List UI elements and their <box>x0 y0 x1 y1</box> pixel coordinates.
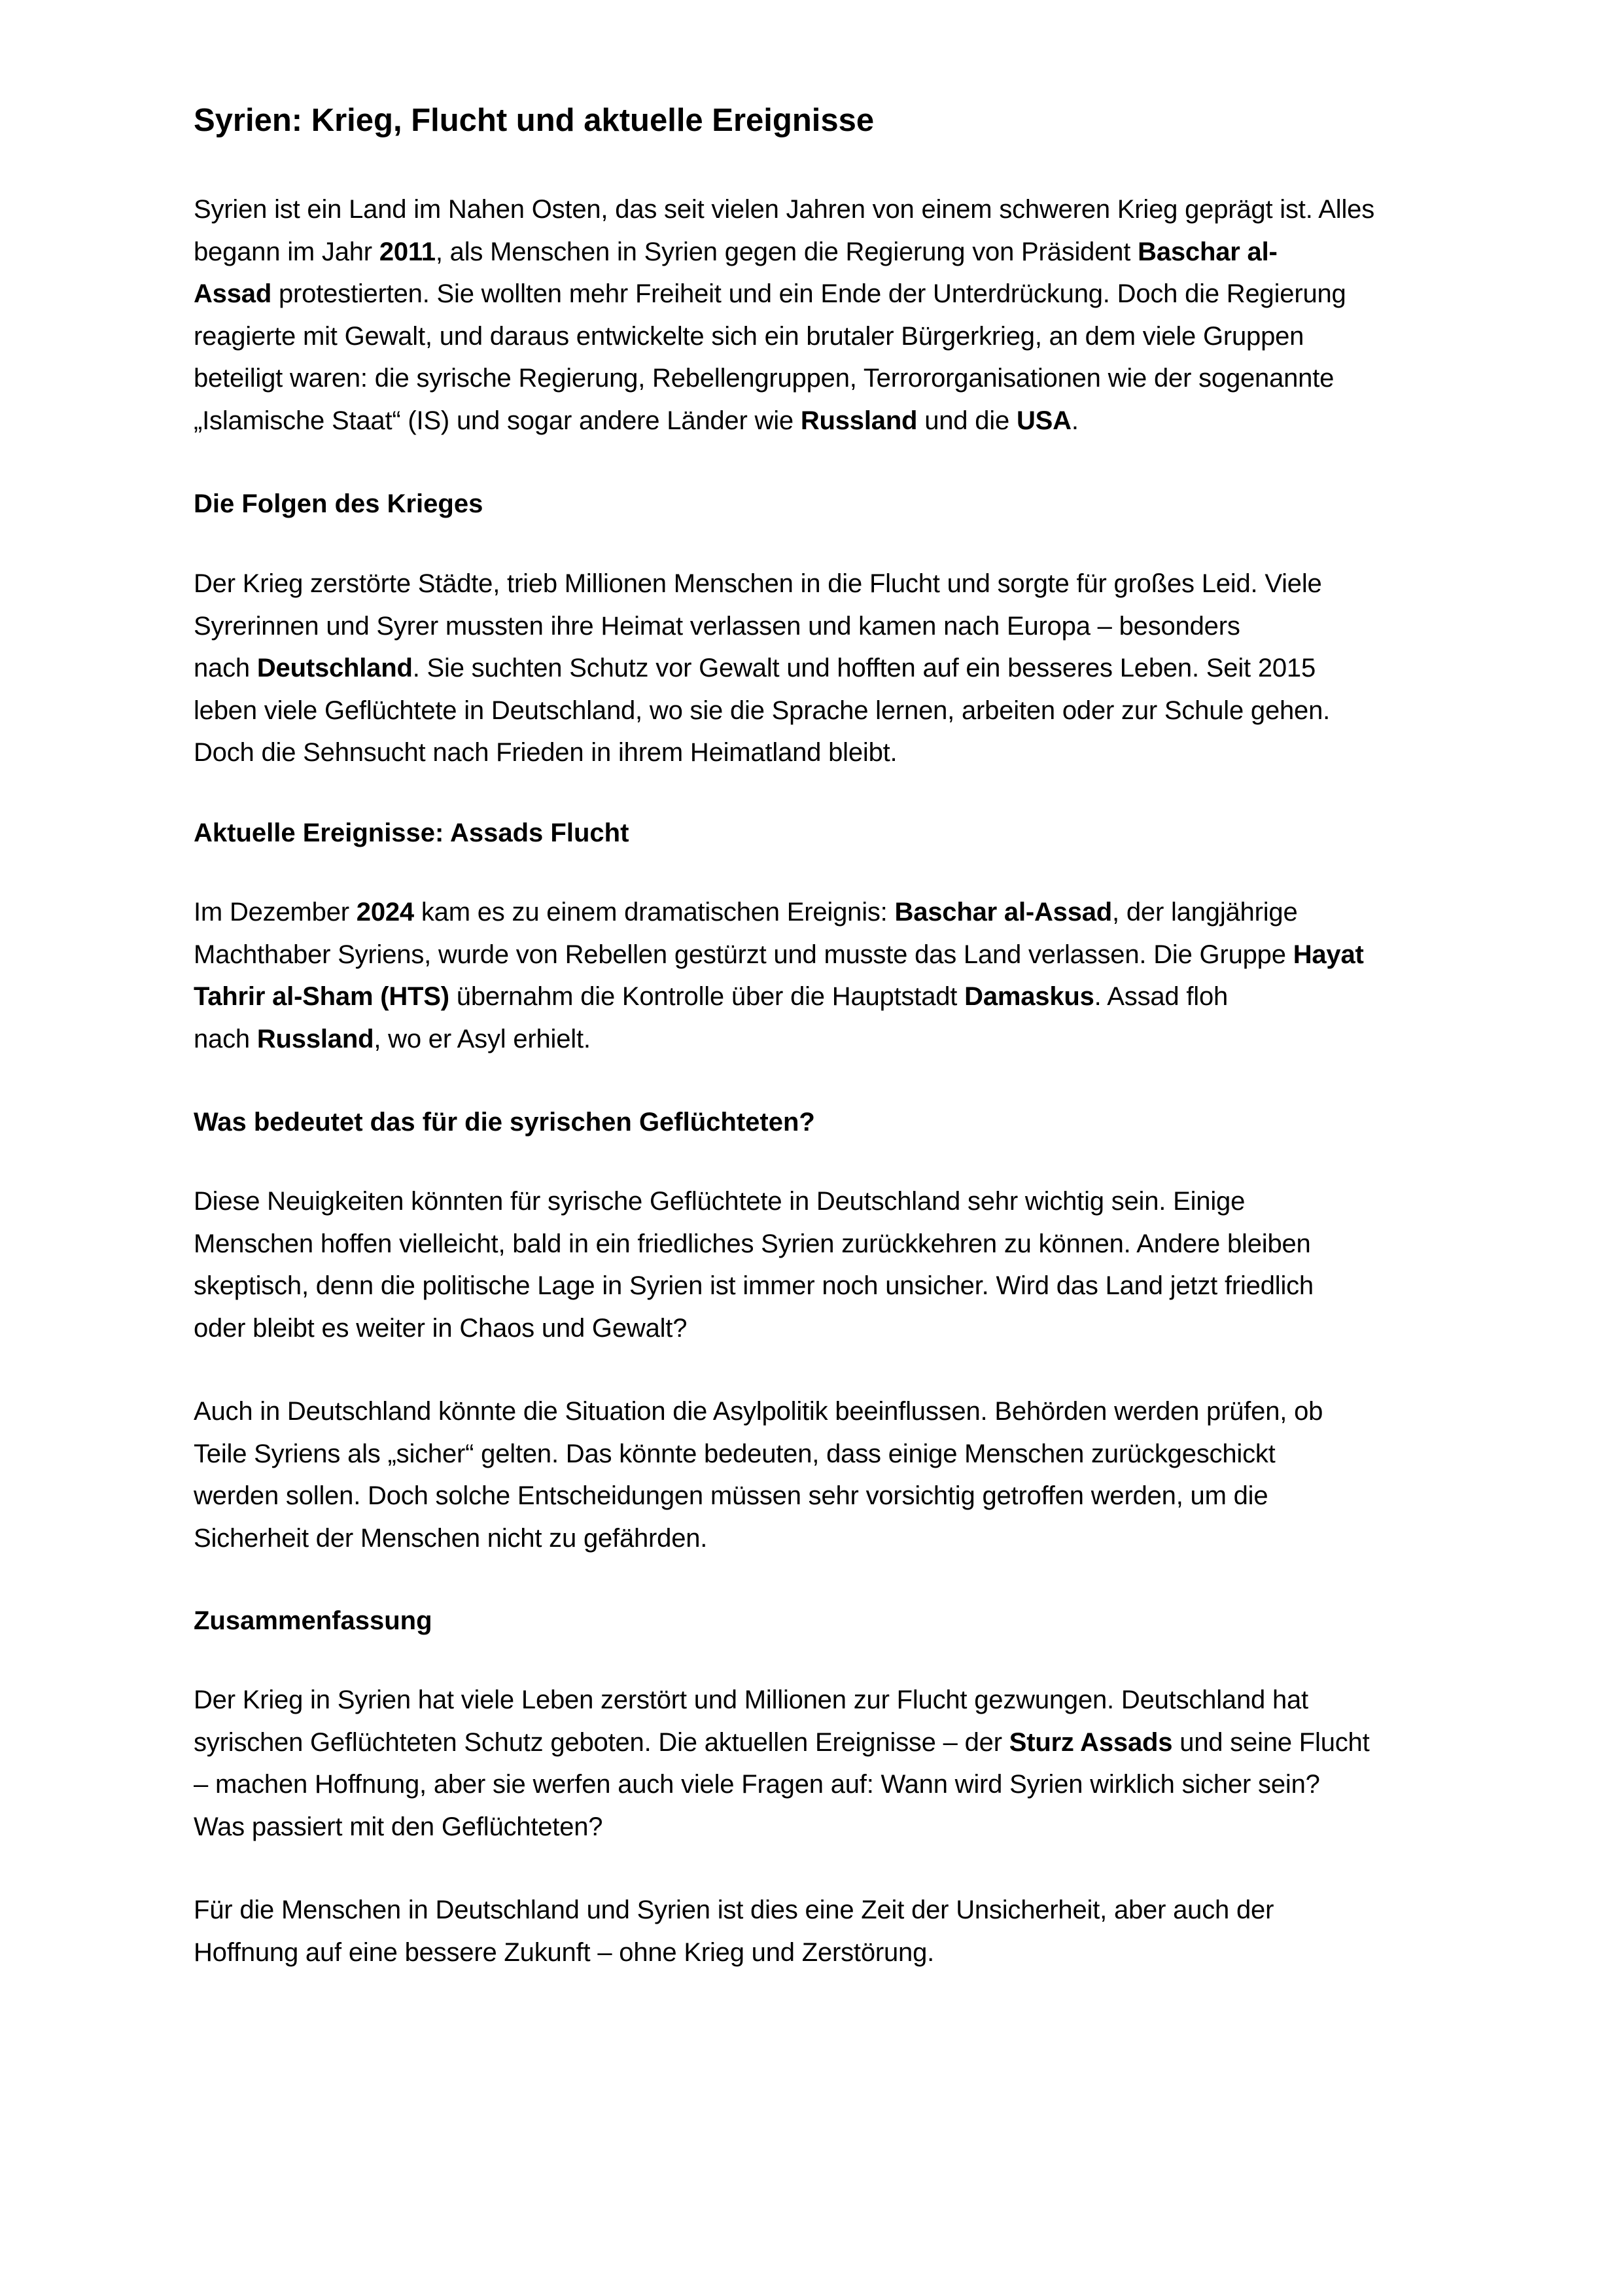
country-deutschland: Deutschland <box>256 654 413 682</box>
text-line: Hoffnung auf eine bessere Zukunft – ohne Krieg und Zerstörung. <box>194 1937 935 1967</box>
text-line: Doch die Sehnsucht nach Frieden in ihrem Heimatland bleibt. <box>194 738 898 767</box>
document-title: Syrien: Krieg, Flucht und aktuelle Ereignisse <box>194 103 875 138</box>
text-line: reagierte mit Gewalt, und daraus entwickelte sich ein brutaler Bürgerkrieg, an dem viele Gruppen <box>194 321 1304 351</box>
sturz-assads: Sturz Assads <box>1009 1727 1173 1757</box>
text-line: Der Krieg zerstörte Städte, trieb Millionen Menschen in die Flucht und sorgte für großes Leid. Viele <box>194 569 1322 598</box>
text-line: werden sollen. Doch solche Entscheidungen müssen sehr vorsichtig getroffen werden, um die <box>194 1481 1268 1510</box>
text-line: Auch in Deutschland könnte die Situation die Asylpolitik beeinflussen. Behörden werden prüfen, ob <box>194 1397 1323 1426</box>
text-line: Menschen hoffen vielleicht, bald in ein friedliches Syrien zurückkehren zu können. Andere bleiben <box>194 1229 1311 1258</box>
country-russland: Russland <box>256 1024 374 1053</box>
zusammenfassung-paragraph-2 <box>194 1889 1274 1973</box>
name-baschar-al-assad: Baschar al-Assad <box>894 898 1113 927</box>
section-heading-bedeutung: Was bedeutet das für die syrischen Geflüchteten? <box>194 1108 815 1137</box>
country-usa: USA <box>1016 406 1072 435</box>
group-hts-part1: Hayat <box>1293 940 1364 969</box>
group-hts-part2: Tahrir al-Sham (HTS) <box>194 982 449 1011</box>
ereignisse-paragraph <box>194 891 1364 1060</box>
zusammenfassung-paragraph-1 <box>194 1679 1370 1848</box>
section-heading-zusammenfassung: Zusammenfassung <box>194 1606 432 1635</box>
name-assad-part1: Baschar al- <box>1138 237 1278 266</box>
bedeutung-paragraph-2 <box>194 1390 1323 1559</box>
text-line: Für die Menschen in Deutschland und Syrien ist dies eine Zeit der Unsicherheit, aber auch der <box>194 1896 1274 1924</box>
section-heading-aktuelle-ereignisse: Aktuelle Ereignisse: Assads Flucht <box>194 819 629 847</box>
text-line: Der Krieg in Syrien hat viele Leben zerstört und Millionen zur Flucht gezwungen. Deutschland hat <box>194 1686 1308 1714</box>
text-line: „Islamische Staat“ (IS) und sogar andere Länder wie Russland und die USA. <box>194 406 1079 435</box>
text-line: oder bleibt es weiter in Chaos und Gewalt? <box>194 1313 688 1343</box>
country-russland: Russland <box>800 406 918 435</box>
city-damaskus: Damaskus <box>964 982 1094 1011</box>
text-line: Was passiert mit den Geflüchteten? <box>194 1812 603 1841</box>
text-line: begann im Jahr 2011, als Menschen in Syrien gegen die Regierung von Präsident Baschar al- <box>194 237 1278 266</box>
text-line: Diese Neuigkeiten könnten für syrische Geflüchtete in Deutschland sehr wichtig sein. Einige <box>194 1187 1246 1216</box>
text-line: leben viele Geflüchtete in Deutschland, wo sie die Sprache lernen, arbeiten oder zur Schule gehen. <box>194 696 1331 725</box>
folgen-paragraph <box>194 563 1330 774</box>
text-line: nach Russland, wo er Asyl erhielt. <box>194 1024 591 1053</box>
text-line: syrischen Geflüchteten Schutz geboten. Die aktuellen Ereignisse – der Sturz Assads und seine Flucht <box>194 1727 1370 1757</box>
text-line: nach Deutschland. Sie suchten Schutz vor Gewalt und hofften auf ein besseres Leben. Seit 2015 <box>194 654 1316 682</box>
text-line: Tahrir al-Sham (HTS) übernahm die Kontrolle über die Hauptstadt Damaskus. Assad floh <box>194 982 1229 1011</box>
text-line: Syrien ist ein Land im Nahen Osten, das seit vielen Jahren von einem schweren Krieg geprägt ist. Alles <box>194 195 1375 224</box>
text-line: skeptisch, denn die politische Lage in Syrien ist immer noch unsicher. Wird das Land jetzt friedlich <box>194 1271 1314 1300</box>
text-line: – machen Hoffnung, aber sie werfen auch viele Fragen auf: Wann wird Syrien wirklich sicher sein? <box>194 1770 1320 1799</box>
year-2011: 2011 <box>379 237 436 266</box>
text-line: Syrerinnen und Syrer mussten ihre Heimat verlassen und kamen nach Europa – besonders <box>194 611 1240 641</box>
text-line: Teile Syriens als „sicher“ gelten. Das könnte bedeuten, dass einige Menschen zurückgeschickt <box>194 1439 1276 1468</box>
text-line: Im Dezember 2024 kam es zu einem dramatischen Ereignis: Baschar al-Assad, der langjährige <box>194 898 1298 927</box>
bedeutung-paragraph-1 <box>194 1180 1314 1349</box>
section-heading-folgen: Die Folgen des Krieges <box>194 489 483 518</box>
text-line: Sicherheit der Menschen nicht zu gefährden. <box>194 1523 708 1553</box>
text-line: Assad protestierten. Sie wollten mehr Freiheit und ein Ende der Unterdrückung. Doch die Regierung <box>194 279 1346 308</box>
year-2024: 2024 <box>356 898 414 927</box>
text-line: beteiligt waren: die syrische Regierung, Rebellengruppen, Terrororganisationen wie der sogenannte <box>194 364 1335 393</box>
text-line: Machthaber Syriens, wurde von Rebellen gestürzt und musste das Land verlassen. Die Gruppe Hayat <box>194 940 1364 969</box>
name-assad-part2: Assad <box>194 279 272 308</box>
intro-paragraph <box>194 188 1374 442</box>
